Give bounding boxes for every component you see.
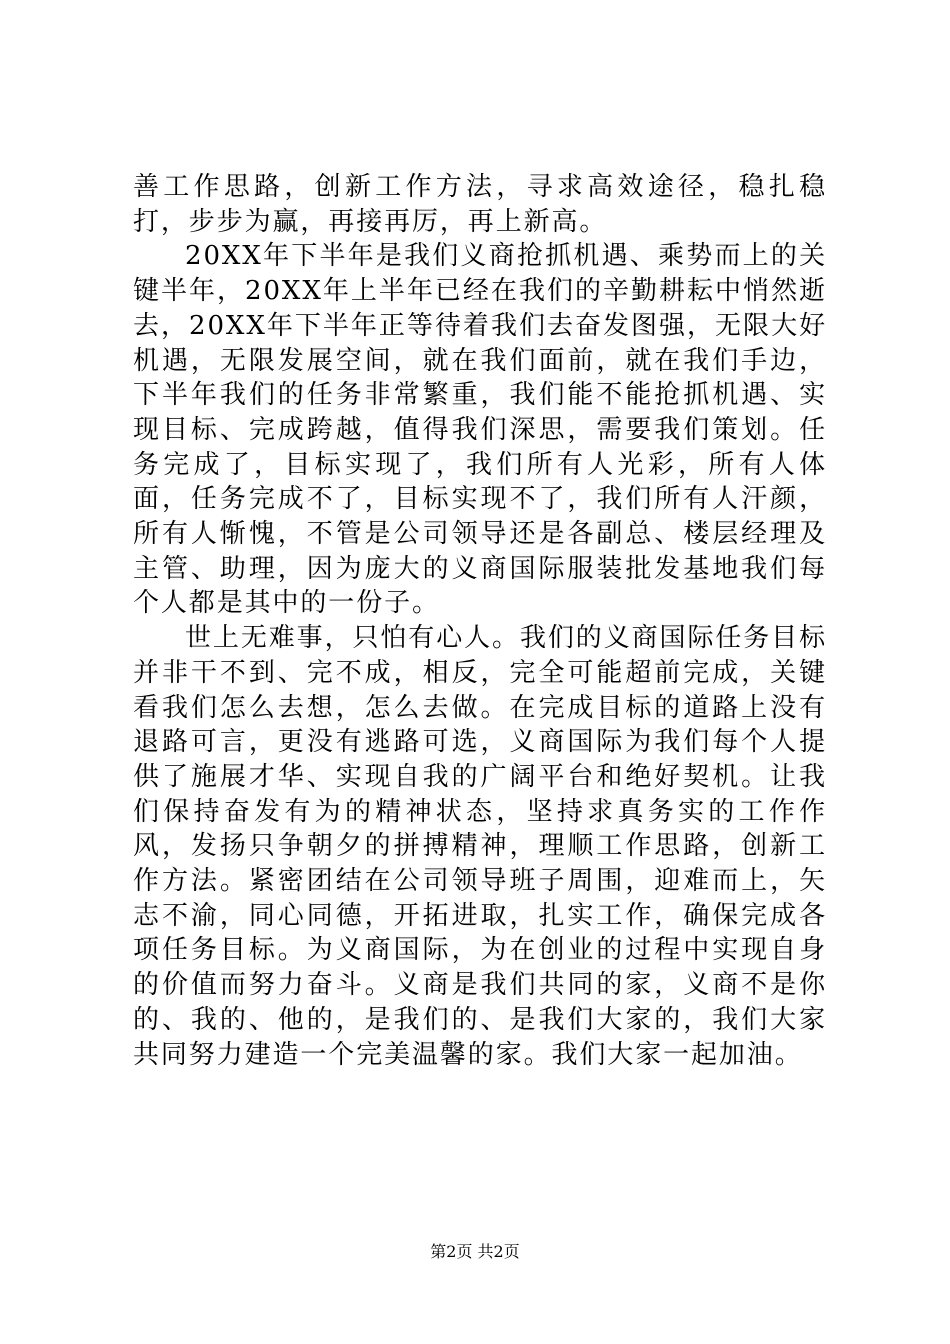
paragraph-2: 20XX年下半年是我们义商抢抓机遇、乘势而上的关键半年，20XX年上半年已经在我们的辛勤耕耘中悄然逝去，20XX年下半年正等待着我们去奋发图强，无限大好机遇，无限发展空间，就在我们面前，就在我们手边，下半年我们的任务非常繁重，我们能不能抢抓机遇、实现目标、完成跨越，值得我们深思，需要我们策划。任务完成了，目标实现了，我们所有人光彩，所有人体面，任务完成不了，目标实现不了，我们所有人汗颜，所有人惭愧，不管是公司领导还是各副总、楼层经理及主管、助理，因为庞大的义商国际服装批发基地我们每个人都是其中的一份子。 [133,241,827,619]
paragraph-1: 善工作思路，创新工作方法，寻求高效途径，稳扎稳打，步步为赢，再接再厉，再上新高。 [133,172,827,237]
document-body [133,170,827,1072]
page-footer: 第2页 共2页 [430,1242,520,1261]
paragraph-3: 世上无难事，只怕有心人。我们的义商国际任务目标并非干不到、完不成，相反，完全可能超前完成，关键看我们怎么去想，怎么去做。在完成目标的道路上没有退路可言，更没有逃路可选，义商国际为我们每个人提供了施展才华、实现自我的广阔平台和绝好契机。让我们保持奋发有为的精神状态，坚持求真务实的工作作风，发扬只争朝夕的拼搏精神，理顺工作思路，创新工作方法。紧密团结在公司领导班子周围，迎难而上，矢志不渝，同心同德，开拓进取，扎实工作，确保完成各项任务目标。为义商国际，为在创业的过程中实现自身的价值而努力奋斗。义商是我们共同的家，义商不是你的、我的、他的，是我们的、是我们大家的，我们大家共同努力建造一个完美温馨的家。我们大家一起加油。 [133,623,827,1070]
